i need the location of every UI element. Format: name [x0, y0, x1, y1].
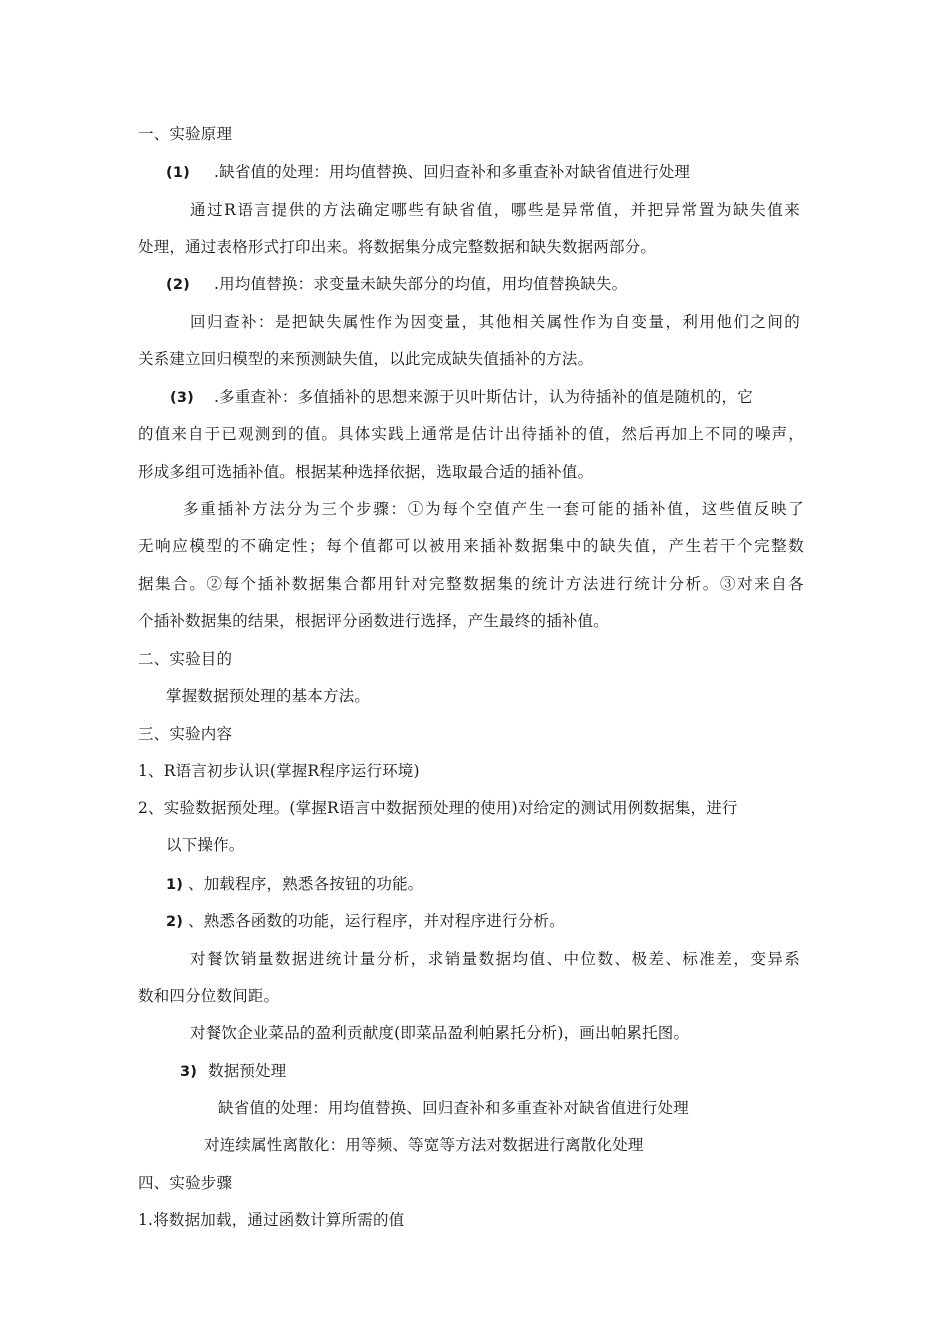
paragraph-line: 回归查补：是把缺失属性作为因变量，其他相关属性作为自变量，利用他们之间的: [190, 313, 800, 331]
list-number: (3): [170, 390, 194, 406]
content-item-1: 1、R语言初步认识(掌握R程序运行环境): [138, 762, 420, 780]
paragraph-line: 处理，通过表格形式打印出来。将数据集分成完整数据和缺失数据两部分。: [138, 238, 657, 256]
paragraph-line: 对餐饮销量数据进统计量分析，求销量数据均值、中位数、极差、标准差，变异系: [190, 950, 800, 968]
sub-item-2: [166, 910, 565, 933]
paragraph-line: 无响应模型的不确定性；每个值都可以被用来插补数据集中的缺失值，产生若干个完整数: [138, 537, 804, 555]
paragraph-line: 形成多组可选插补值。根据某种选择依据，选取最合适的插补值。: [138, 463, 594, 481]
paragraph-line: 通过R语言提供的方法确定哪些有缺省值，哪些是异常值，并把异常置为缺失值来: [190, 201, 800, 219]
paragraph-line: 关系建立回归模型的来预测缺失值，以此完成缺失值插补的方法。: [138, 350, 594, 368]
list-number: 1): [166, 877, 184, 893]
paragraph-line: 据集合。②每个插补数据集合都用针对完整数据集的统计方法进行统计分析。③对来自各: [138, 575, 804, 593]
section-heading-steps: 四、实验步骤: [138, 1174, 233, 1192]
paragraph-line: 数和四分位数间距。: [138, 987, 280, 1005]
list-number: (2): [166, 277, 190, 293]
section-heading-principle: 一、实验原理: [138, 125, 233, 143]
list-item-1: [166, 161, 690, 184]
paragraph-line: 对连续属性离散化：用等频、等宽等方法对数据进行离散化处理: [204, 1136, 644, 1154]
list-number: 3): [180, 1064, 198, 1080]
content-item-2: 2、实验数据预处理。(掌握R语言中数据预处理的使用)对给定的测试用例数据集，进行: [138, 799, 738, 817]
list-item-3: [170, 386, 800, 409]
list-text: .多重查补：多值插补的思想来源于贝叶斯估计，认为待插补的值是随机的，它: [214, 388, 753, 406]
paragraph-line: 缺省值的处理：用均值替换、回归查补和多重查补对缺省值进行处理: [218, 1099, 690, 1117]
paragraph-line: 掌握数据预处理的基本方法。: [166, 687, 371, 705]
paragraph-line: 个插补数据集的结果，根据评分函数进行选择，产生最终的插补值。: [138, 612, 610, 630]
sub-item-1: [166, 873, 424, 896]
sub-item-3: [180, 1060, 287, 1083]
paragraph-line: 的值来自于已观测到的值。具体实践上通常是估计出待插补的值，然后再加上不同的噪声，: [138, 425, 804, 443]
list-number: 2): [166, 914, 184, 930]
paragraph-line: 多重插补方法分为三个步骤：①为每个空值产生一套可能的插补值，这些值反映了: [183, 500, 804, 518]
list-text: 数据预处理: [208, 1062, 287, 1080]
list-text: 、加载程序，熟悉各按钮的功能。: [188, 875, 424, 893]
list-number: (1): [166, 165, 190, 181]
paragraph-line: 以下操作。: [166, 836, 245, 854]
list-text: 、熟悉各函数的功能，运行程序，并对程序进行分析。: [188, 912, 565, 930]
list-item-2: [166, 273, 627, 296]
section-heading-purpose: 二、实验目的: [138, 650, 233, 668]
list-text: .用均值替换：求变量未缺失部分的均值，用均值替换缺失。: [214, 275, 628, 293]
step-item-1: 1.将数据加载，通过函数计算所需的值: [138, 1211, 405, 1229]
list-text: .缺省值的处理：用均值替换、回归查补和多重查补对缺省值进行处理: [214, 163, 691, 181]
paragraph-line: 对餐饮企业菜品的盈利贡献度(即菜品盈利帕累托分析)，画出帕累托图。: [190, 1024, 690, 1042]
section-heading-content: 三、实验内容: [138, 725, 233, 743]
